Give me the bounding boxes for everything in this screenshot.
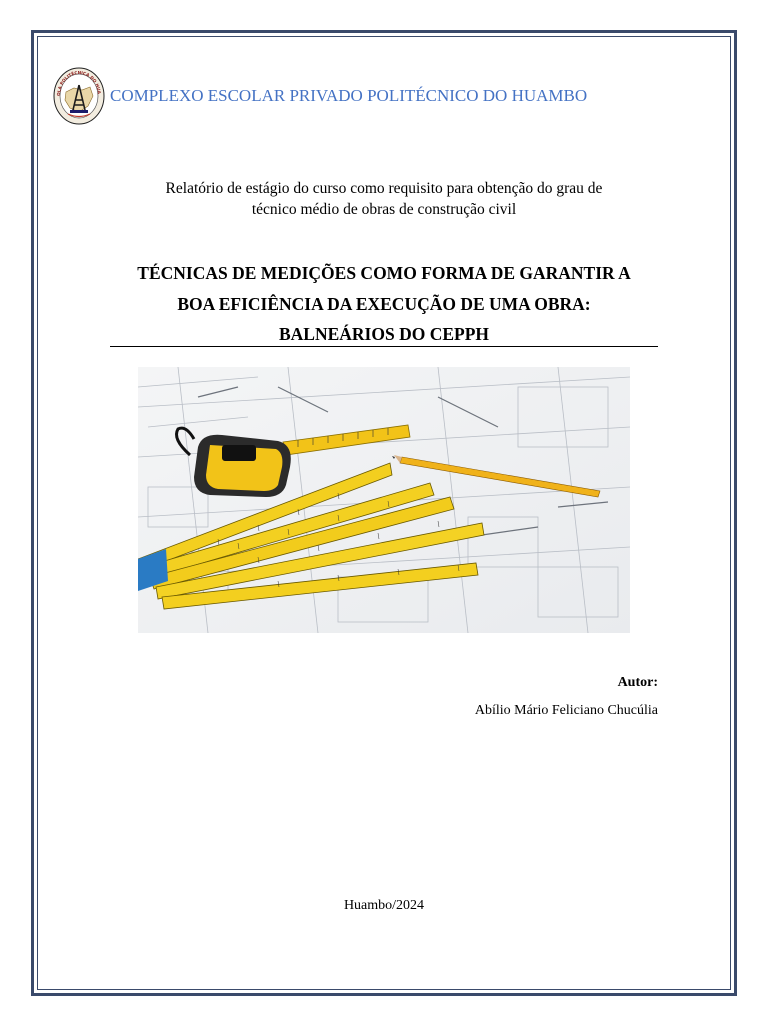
report-description — [110, 178, 658, 220]
report-title-line-2: BOA EFICIÊNCIA DA EXECUÇÃO DE UMA OBRA: — [177, 293, 591, 314]
report-title-line-1: TÉCNICAS DE MEDIÇÕES COMO FORMA DE GARANTIR A — [137, 263, 631, 283]
author-label: Autor: — [617, 675, 658, 690]
author-name: Abílio Mário Feliciano Chucúlia — [474, 703, 658, 718]
report-description-line-1: Relatório de estágio do curso como requisito para obtenção do grau de — [165, 180, 603, 197]
school-name: COMPLEXO ESCOLAR PRIVADO POLITÉCNICO DO HUAMBO — [110, 86, 588, 105]
svg-text:ESCOLA POLITÉCNICA DO HUAMBO: OLA POLITÉCNICA DO HUA — [55, 69, 102, 97]
report-title-line-3: BALNEÁRIOS DO CEPPH — [278, 324, 490, 344]
place-and-date: Huambo/2024 — [343, 898, 425, 913]
blueprint-tools-photo — [138, 367, 630, 633]
school-logo — [52, 66, 106, 126]
title-underline — [110, 346, 658, 347]
report-title — [110, 258, 658, 350]
report-description-line-2: técnico médio de obras de construção civil — [251, 201, 517, 218]
